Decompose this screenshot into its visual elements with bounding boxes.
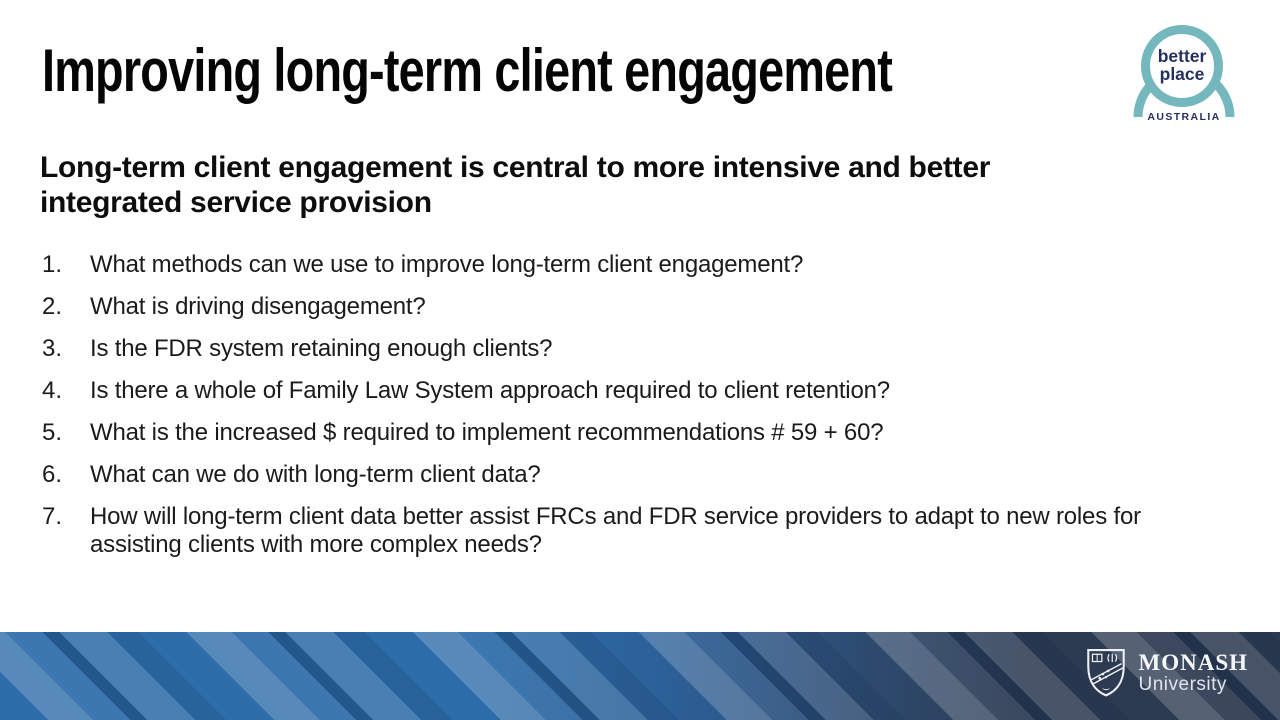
better-place-word2: place [1159,64,1205,84]
list-item-number: 1. [42,251,63,278]
monash-text-block [1139,651,1249,695]
monash-university-label: University [1138,674,1227,695]
list-item [42,293,1202,321]
slide-subtitle: Long-term client engagement is central to more intensive and better integrated service provision [40,151,991,219]
better-place-word1: better [1157,46,1207,66]
list-item-text: What can we do with long-term client data? [90,461,541,488]
monash-logo [1085,648,1249,698]
list-item-text: How will long-term client data better assist FRCs and FDR service providers to adapt to new roles for assisting clients with more complex needs? [90,503,1141,558]
list-item [42,503,1202,559]
list-item-text: What methods can we use to improve long-term client engagement? [90,251,804,278]
page-title-text: Improving long-term client engagement [42,37,893,104]
footer-banner-stripes [0,632,1280,720]
list-item [42,335,1202,363]
list-item-number: 4. [42,377,63,404]
monash-shield-icon [1085,648,1127,698]
better-place-logo [1126,20,1242,134]
list-item-number: 6. [42,461,63,488]
question-list [42,251,1202,573]
better-place-person-ring-icon [1126,20,1242,134]
list-item-text: What is the increased $ required to implement recommendations # 59 + 60? [90,419,884,446]
list-item [42,377,1202,405]
list-item [42,419,1202,447]
list-item [42,251,1202,279]
list-item-text: Is there a whole of Family Law System approach required to client retention? [90,377,890,404]
monash-wordmark: MONASH [1138,650,1248,675]
list-item-number: 7. [42,503,63,530]
list-item-text: Is the FDR system retaining enough clients? [90,335,553,362]
better-place-tagline: AUSTRALIA [1147,111,1221,123]
list-item-number: 2. [42,293,63,320]
list-item-text: What is driving disengagement? [90,293,426,320]
list-item [42,461,1202,489]
page-title [42,37,1132,104]
list-item-number: 3. [42,335,63,362]
list-item-number: 5. [42,419,63,446]
